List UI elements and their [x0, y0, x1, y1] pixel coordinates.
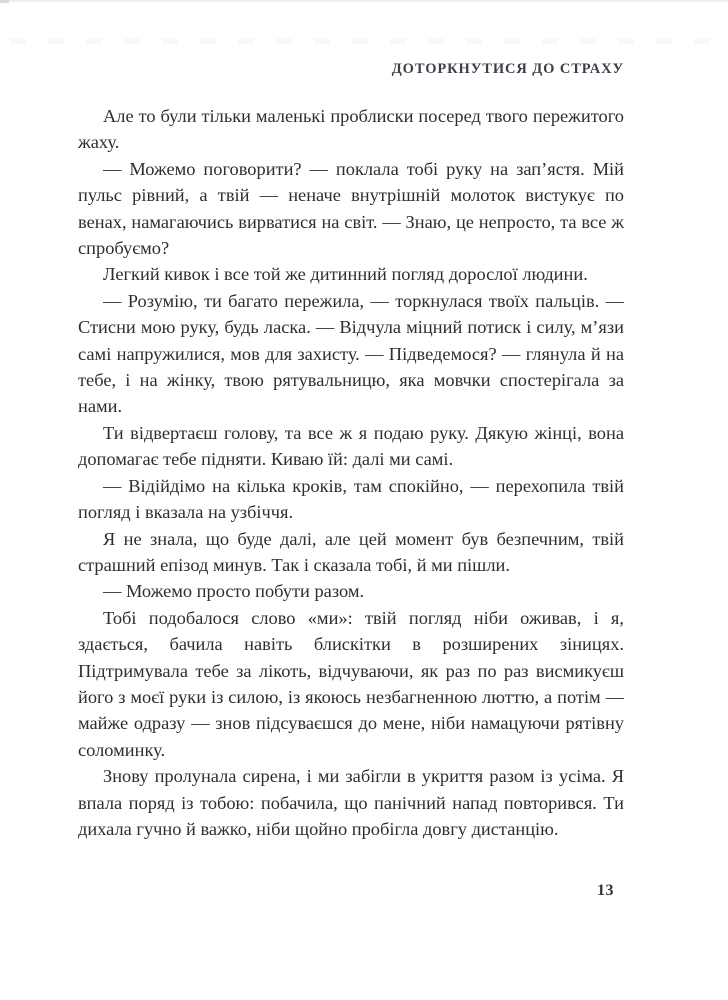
scan-edge-artifact — [0, 0, 728, 2]
paragraph: Знову пролунала сирена, і ми забігли в укриття разом із усіма. Я впала поряд із тобою: побачила, що панічний напад повторився. Ти дихала гучно й важко, ніби щойно пробігла довгу дистанцію. — [78, 766, 624, 839]
paragraph: — Відійдімо на кілька кроків, там спокійно, — перехопила твій погляд і вказала на узбіччя. — [78, 475, 624, 523]
paragraph: Тобі подобалося слово «ми»: твій погляд ніби оживав, і я, здається, бачила навіть блискітки в розширених зіницях. Підтримувала тебе за лікоть, відчуваючи, як раз по раз висмикуєш його з моєї руки із силою, із якоюсь незбагненною люттю, а потім — майже одразу — знов підсуваєшся до мене, ніби намацуючи рятівну соломинку. — [78, 607, 624, 760]
paragraph: Я не знала, що буде далі, але цей момент був безпечним, твій страшний епізод минув. Так і сказала тобі, й ми пішли. — [78, 528, 624, 575]
body-text — [78, 103, 624, 842]
paragraph: Ти відвертаєш голову, та все ж я подаю руку. Дякую жінці, вона допомагає тебе підняти. Киваю їй: далі ми самі. — [78, 422, 624, 470]
paragraph: Але то були тільки маленькі проблиски посеред твого пережитого жаху. — [78, 106, 624, 153]
page-number: 13 — [597, 882, 614, 899]
running-header: ДОТОРКНУТИСЯ ДО СТРАХУ — [391, 61, 624, 77]
paragraph: Легкий кивок і все той же дитинний погляд дорослої людини. — [103, 264, 588, 285]
paragraph: — Можемо поговорити? — поклала тобі руку на зап’ястя. Мій пульс рівний, а твій — неначе внутрішній молоток вистукує по венах, намагаючись вирватися на світ. — Знаю, це непросто, та все ж спробуємо? — [78, 158, 624, 259]
scan-noise-artifact — [10, 38, 718, 44]
paragraph: — Розумію, ти багато пережила, — торкнулася твоїх пальців. — Стисни мою руку, будь ласка. — Відчула міцний потиск і силу, м’язи самі напружилися, мов для захисту. — Підведемося? — глянула й на тебе, і на жінку, твою рятувальницю, яка мовчки спостерігала за нами. — [78, 290, 624, 417]
scan-corner-artifact — [0, 0, 9, 3]
paragraph: — Можемо просто побути разом. — [103, 581, 365, 602]
